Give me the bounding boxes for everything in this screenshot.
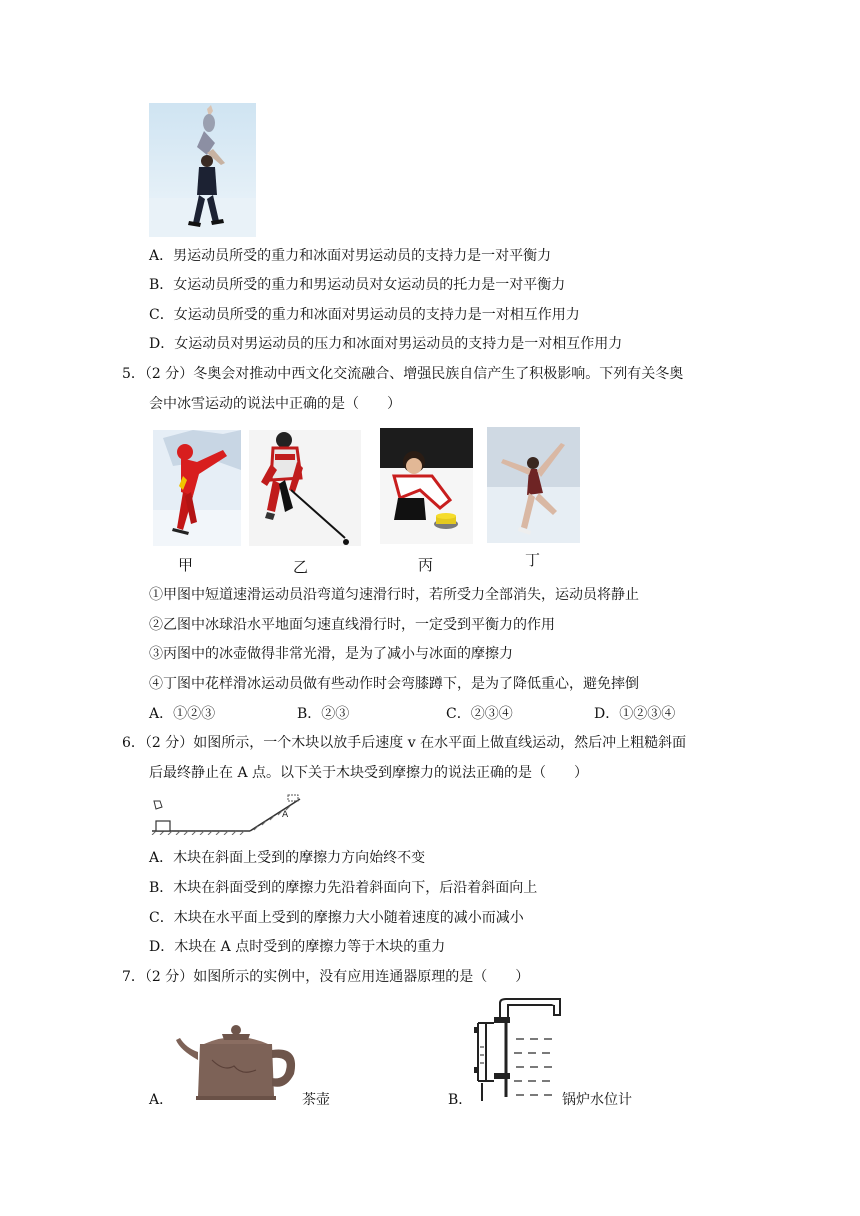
- boiler-water-gauge-diagram: [470, 997, 562, 1107]
- teapot-image: [176, 1020, 302, 1104]
- q5-stem-line1: 5．（2 分）冬奥会对推动中西文化交流融合、增强民族自信产生了积极影响。下列有关冬奥: [122, 366, 684, 382]
- curling-image: [380, 428, 473, 544]
- q5-statement-2: ②乙图中冰球沿水平地面匀速直线滑行时，一定受到平衡力的作用: [149, 617, 555, 633]
- q7-option-a-label: 茶壶: [302, 1092, 330, 1108]
- q6-option-a: A．木块在斜面上受到的摩擦力方向始终不变: [149, 850, 426, 866]
- q5-choice-c: C．②③④: [446, 706, 513, 722]
- q5-choice-d: D．①②③④: [594, 706, 676, 722]
- image-caption-ding: 丁: [525, 551, 541, 569]
- q7-stem: 7．（2 分）如图所示的实例中，没有应用连通器原理的是（ ）: [122, 969, 530, 985]
- pair-skating-image: [149, 103, 256, 237]
- q5-choice-a: A．①②③: [149, 706, 216, 722]
- image-caption-bing: 丙: [418, 556, 434, 574]
- q5-choice-b: B．②③: [297, 706, 350, 722]
- figure-skater-image: [487, 427, 580, 543]
- ice-hockey-image: [249, 430, 361, 546]
- q5-statement-1: ①甲图中短道速滑运动员沿弯道匀速滑行时，若所受力全部消失，运动员将静止: [149, 587, 639, 603]
- q6-option-c: C．木块在水平面上受到的摩擦力大小随着速度的减小而减小: [149, 910, 524, 926]
- q7-option-b-letter: B．: [448, 1092, 473, 1108]
- incline-point-a-label: A: [282, 810, 289, 820]
- q4-option-b: B．女运动员所受的重力和男运动员对女运动员的托力是一对平衡力: [149, 277, 566, 293]
- q4-option-d: D．女运动员对男运动员的压力和冰面对男运动员的支持力是一对相互作用力: [149, 336, 623, 352]
- q4-option-a: A．男运动员所受的重力和冰面对男运动员的支持力是一对平衡力: [149, 248, 552, 264]
- q6-option-b: B．木块在斜面受到的摩擦力先沿着斜面向下，后沿着斜面向上: [149, 880, 538, 896]
- q7-option-a-letter: A．: [149, 1092, 174, 1108]
- q7-option-b-label: 锅炉水位计: [562, 1092, 632, 1108]
- image-caption-yi: 乙: [293, 558, 309, 576]
- incline-diagram: [150, 793, 302, 835]
- q6-option-d: D．木块在 A 点时受到的摩擦力等于木块的重力: [149, 939, 446, 955]
- speed-skater-image: [153, 430, 241, 546]
- image-caption-jia: 甲: [178, 556, 194, 574]
- q5-statement-4: ④丁图中花样滑冰运动员做有些动作时会弯膝蹲下，是为了降低重心，避免摔倒: [149, 676, 639, 692]
- q6-stem-line1: 6．（2 分）如图所示，一个木块以放手后速度 v 在水平面上做直线运动，然后冲上粗糙斜面: [122, 735, 687, 751]
- q5-stem-line2: 会中冰雪运动的说法中正确的是（ ）: [149, 396, 401, 412]
- q6-stem-line2: 后最终静止在 A 点。以下关于木块受到摩擦力的说法正确的是（ ）: [149, 765, 589, 781]
- q5-statement-3: ③丙图中的冰壶做得非常光滑，是为了减小与冰面的摩擦力: [149, 646, 513, 662]
- q4-option-c: C．女运动员所受的重力和冰面对男运动员的支持力是一对相互作用力: [149, 307, 580, 323]
